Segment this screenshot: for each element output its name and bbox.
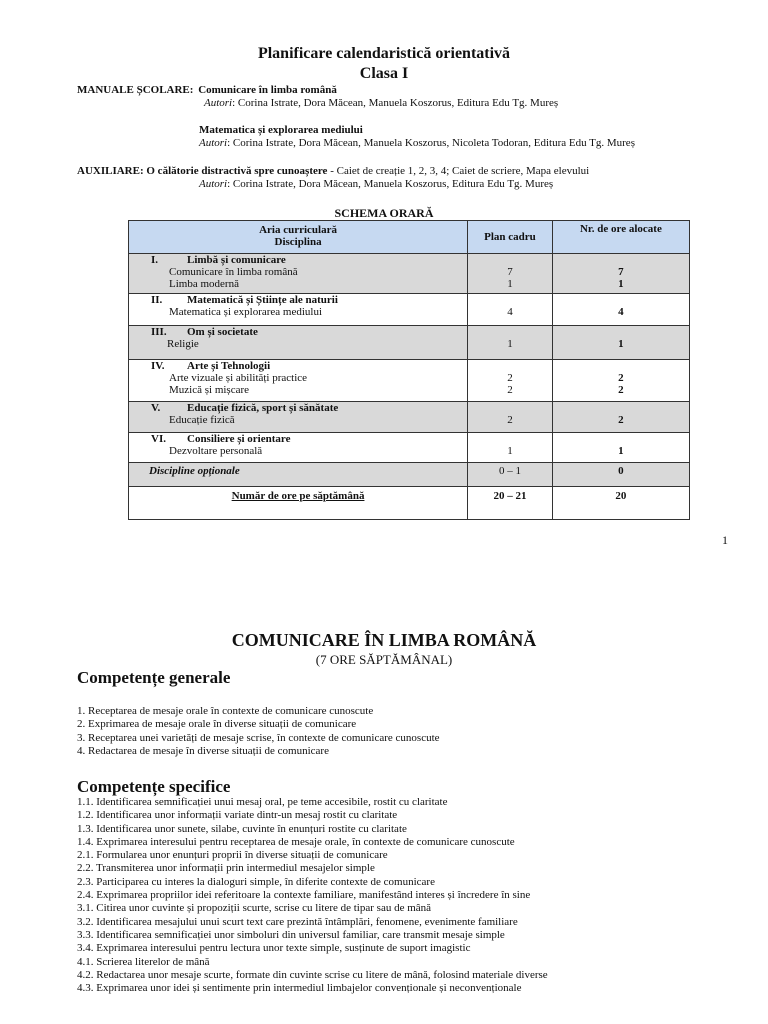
plan-cell: [468, 294, 553, 326]
list-item: 3. Receptarea unei varietăți de mesaje scrise, în contexte de comunicare cunoscute: [77, 731, 440, 744]
discipline-name: Educație fizică: [169, 414, 235, 426]
area-name: Om și societate: [187, 326, 258, 338]
list-item: 2.3. Participarea cu interes la dialoguri simple, în diferite contexte de comunicare: [77, 875, 435, 888]
alloc-value: 4: [618, 306, 624, 318]
list-item: 4.3. Exprimarea unor idei și sentimente prin intermediul limbajelor convenționale și neconvenționale: [77, 982, 522, 995]
list-item: 4. Redactarea de mesaje în diverse situații de comunicare: [77, 744, 329, 757]
area-cell: [129, 326, 468, 360]
class-subtitle: Clasa I: [359, 65, 409, 82]
plan-value: 2: [507, 372, 513, 384]
plan-value: 1: [507, 445, 513, 457]
list-item: 3.1. Citirea unor cuvinte și propoziții scurte, scrise cu litere de tipar sau de mână: [77, 902, 432, 915]
list-item: 3.2. Identificarea mesajului unui scurt text care prezintă întâmplări, fenomene, evenimente familiare: [77, 915, 518, 928]
table-row: [129, 360, 690, 402]
table-row-optional: [129, 463, 690, 487]
list-item: 4.1. Scrierea literelor de mână: [77, 955, 210, 968]
alloc-value: 7: [618, 266, 624, 278]
alloc-cell: [552, 360, 689, 402]
optional-plan: 0 – 1: [468, 463, 553, 487]
area-name: Limbă și comunicare: [187, 254, 286, 266]
alloc-value: 2: [618, 372, 624, 384]
table-row: [129, 433, 690, 463]
manual1-authors-line: [204, 97, 558, 110]
alloc-value: 1: [618, 338, 624, 350]
section-hours: (7 ORE SĂPTĂMÂNAL): [315, 652, 453, 667]
alloc-cell: [552, 433, 689, 463]
area-heading: [129, 294, 467, 306]
list-item: 2. Exprimarea de mesaje orale în diverse situații de comunicare: [77, 718, 357, 731]
discipline-name: Comunicare în limba română: [169, 266, 298, 278]
aux-title: O călătorie distractivă spre cunoaștere: [146, 165, 328, 177]
list-item: 1.3. Identificarea unor sunete, silabe, cuvinte în enunțuri rostite cu claritate: [77, 822, 407, 835]
alloc-cell: [552, 294, 689, 326]
area-num: I.: [151, 254, 159, 266]
area-heading: [129, 254, 467, 266]
col-plan-header: Plan cadru: [468, 221, 553, 254]
authors-label: Autori: [204, 97, 233, 109]
area-heading: [129, 360, 467, 372]
aux-authors-line: [199, 178, 553, 191]
col-area-line2: Disciplina: [274, 236, 322, 248]
area-heading: [129, 402, 467, 414]
plan-value: 7: [507, 266, 513, 278]
table-header-row: [129, 221, 690, 254]
plan-cell: [468, 326, 553, 360]
manual2-title: Matematica și explorarea mediului: [199, 124, 363, 136]
col-area-header: [129, 221, 468, 254]
plan-cell: [468, 433, 553, 463]
discipline-name: Matematica și explorarea mediului: [169, 306, 323, 318]
area-cell: [129, 294, 468, 326]
plan-value: 4: [507, 306, 513, 318]
authors-label: Autori: [199, 178, 228, 190]
col-area-line1: Aria curriculară: [259, 224, 337, 236]
table-row: [129, 402, 690, 433]
area-num: II.: [151, 294, 163, 306]
list-item: 2.4. Exprimarea propriilor idei referitoare la contexte familiare, manifestând interes și încredere în sine: [77, 889, 531, 902]
list-item: 2.2. Transmiterea unor informații prin intermediul mesajelor simple: [77, 862, 375, 875]
plan-cell: [468, 360, 553, 402]
table-row-total: [129, 487, 690, 520]
total-alloc: 20: [552, 487, 689, 520]
area-heading: [129, 433, 467, 445]
plan-value: 1: [507, 338, 513, 350]
list-item: 1. Receptarea de mesaje orale în contexte de comunicare cunoscute: [77, 705, 374, 717]
auxiliare-line: [77, 165, 589, 178]
manuale-label: MANUALE ȘCOLARE:: [77, 84, 194, 96]
area-heading: [129, 326, 467, 338]
area-num: IV.: [151, 360, 165, 372]
alloc-cell: [552, 402, 689, 433]
plan-value: 2: [507, 384, 513, 396]
discipline-name: Arte vizuale și abilități practice: [169, 372, 308, 384]
table-row: [129, 326, 690, 360]
document-title: Planificare calendaristică orientativă: [257, 45, 511, 62]
alloc-cell: [552, 326, 689, 360]
list-item: 1.1. Identificarea semnificației unui mesaj oral, pe teme accesibile, rostit cu claritate: [77, 796, 448, 808]
schema-table: [128, 220, 690, 520]
discipline-name: Religie: [167, 338, 199, 350]
area-name: Matematică și Științe ale naturii: [187, 294, 338, 306]
list-item: 1.2. Identificarea unor informații variate dintr-un mesaj rostit cu claritate: [77, 809, 398, 822]
alloc-value: 2: [618, 414, 624, 426]
optional-alloc: 0: [552, 463, 689, 487]
discipline-name: Muzică și mișcare: [169, 384, 250, 396]
section-title: COMUNICARE ÎN LIMBA ROMÂNĂ: [231, 630, 537, 650]
discipline-name: Dezvoltare personală: [169, 445, 263, 457]
table-row: [129, 254, 690, 294]
plan-cell: [468, 254, 553, 294]
alloc-cell: [552, 254, 689, 294]
list-item: 4.2. Redactarea unor mesaje scurte, formate din cuvinte scrise cu litere de mână, folosind materiale diverse: [77, 968, 548, 981]
manual2-authors: : Corina Istrate, Dora Măcean, Manuela Koszorus, Nicoleta Todoran, Editura Edu Tg. Mureș: [227, 137, 635, 149]
area-num: VI.: [151, 433, 166, 445]
area-num: V.: [151, 402, 161, 414]
area-cell: [129, 360, 468, 402]
alloc-value: 2: [618, 384, 624, 396]
alloc-value: 1: [618, 445, 624, 457]
optional-name: Discipline opționale: [129, 463, 468, 487]
total-plan: 20 – 21: [468, 487, 553, 520]
table-row: [129, 294, 690, 326]
area-cell: [129, 433, 468, 463]
manual2-authors-line: [199, 137, 635, 150]
manual1-title: Comunicare în limba română: [198, 84, 337, 96]
schema-title: SCHEMA ORARĂ: [334, 206, 434, 220]
plan-value: 1: [507, 278, 513, 290]
general-competences-heading: Competențe generale: [77, 668, 231, 687]
aux-label: AUXILIARE:: [77, 165, 144, 177]
area-name: Consiliere și orientare: [187, 433, 291, 445]
page-number: 1: [722, 533, 728, 547]
aux-authors: : Corina Istrate, Dora Măcean, Manuela Koszorus, Editura Edu Tg. Mureș: [227, 178, 554, 190]
manuale-line: [77, 84, 337, 97]
list-item: 2.1. Formularea unor enunțuri proprii în diverse situații de comunicare: [77, 849, 388, 862]
aux-rest: - Caiet de creație 1, 2, 3, 4; Caiet de scriere, Mapa elevului: [327, 165, 590, 177]
list-item: 1.4. Exprimarea interesului pentru receptarea de mesaje orale, în contexte de comunicare cunoscute: [77, 835, 515, 848]
area-name: Arte și Tehnologii: [187, 360, 271, 372]
general-competences-list: [77, 705, 440, 758]
area-num: III.: [151, 326, 167, 338]
plan-value: 2: [507, 414, 513, 426]
alloc-value: 1: [618, 278, 624, 290]
specific-competences-list: [77, 796, 548, 995]
manual1-authors: : Corina Istrate, Dora Măcean, Manuela Koszorus, Editura Edu Tg. Mureș: [232, 97, 559, 109]
discipline-name: Limba modernă: [169, 278, 239, 290]
plan-cell: [468, 402, 553, 433]
list-item: 3.3. Identificarea semnificației unor simboluri din universul familiar, care transmit mesaje simple: [77, 928, 505, 941]
total-label: Număr de ore pe săptămână: [129, 487, 468, 520]
specific-competences-heading: Competențe specifice: [77, 777, 231, 796]
area-cell: [129, 254, 468, 294]
authors-label: Autori: [199, 137, 228, 149]
area-name: Educație fizică, sport și sănătate: [187, 402, 339, 414]
list-item: 3.4. Exprimarea interesului pentru lectura unor texte simple, susținute de suport imagistic: [77, 942, 471, 955]
area-cell: [129, 402, 468, 433]
col-alloc-header: Nr. de ore alocate: [552, 221, 689, 254]
